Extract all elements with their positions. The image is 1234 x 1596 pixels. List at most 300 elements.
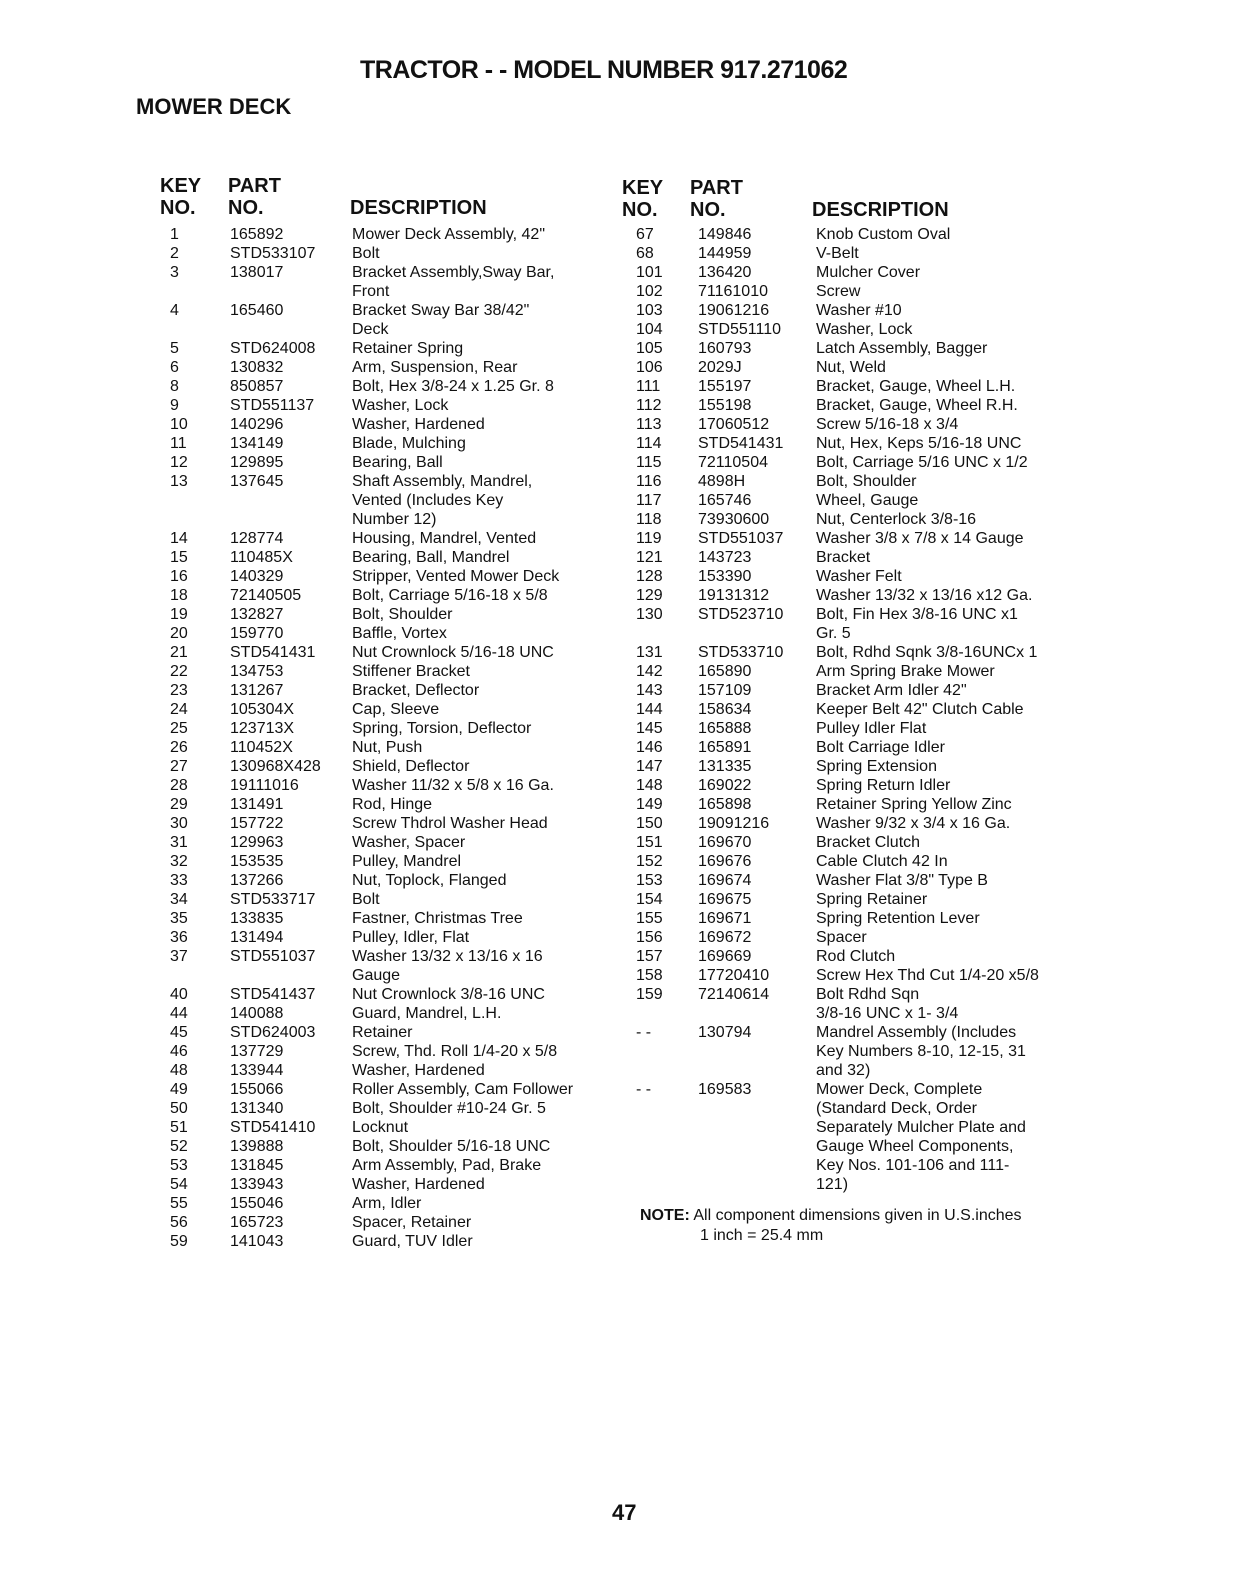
- parts-row: [628, 700, 1088, 719]
- description-line: Bracket: [816, 549, 871, 566]
- part-description: [352, 1118, 408, 1137]
- part-description: [816, 681, 967, 700]
- part-description: [816, 795, 1012, 814]
- key-number: 149: [636, 796, 663, 813]
- part-description: [816, 472, 917, 491]
- part-description: [352, 909, 523, 928]
- key-number: 16: [170, 568, 188, 585]
- description-line: Arm, Suspension, Rear: [352, 359, 518, 376]
- parts-row: [628, 472, 1088, 491]
- description-line: Washer, Hardened: [352, 416, 485, 433]
- parts-row: [160, 434, 620, 453]
- key-number: 37: [170, 948, 188, 965]
- part-description: [352, 1061, 485, 1080]
- description-line: Vented (Includes Key: [352, 492, 504, 509]
- key-number: 27: [170, 758, 188, 775]
- parts-row: [628, 339, 1088, 358]
- description-line: Bracket Assembly,Sway Bar,: [352, 264, 555, 281]
- key-number: 12: [170, 454, 188, 471]
- key-number: - -: [636, 1081, 652, 1098]
- key-number: 143: [636, 682, 663, 699]
- part-description: [816, 358, 886, 377]
- parts-row: [160, 700, 620, 719]
- key-number: 15: [170, 549, 188, 566]
- part-description: [352, 586, 548, 605]
- header-part-line2: NO.: [228, 197, 264, 219]
- part-number: 155198: [698, 397, 752, 414]
- parts-row: [628, 320, 1088, 339]
- parts-row: [628, 358, 1088, 377]
- description-line: Pulley, Mandrel: [352, 853, 462, 870]
- key-number: 21: [170, 644, 188, 661]
- part-description: [816, 909, 980, 928]
- parts-row: [628, 301, 1088, 320]
- parts-row: [628, 757, 1088, 776]
- key-number: 5: [170, 340, 179, 357]
- description-line: Mower Deck, Complete: [816, 1081, 983, 1098]
- key-number: 50: [170, 1100, 188, 1117]
- description-line: Guard, TUV Idler: [352, 1233, 473, 1250]
- part-description: [816, 643, 1037, 662]
- part-number: 131494: [230, 929, 284, 946]
- parts-row: [160, 1099, 620, 1118]
- part-number: STD541431: [698, 435, 784, 452]
- parts-row: [160, 681, 620, 700]
- part-description: [352, 377, 554, 396]
- key-number: 156: [636, 929, 663, 946]
- key-number: 18: [170, 587, 188, 604]
- parts-row: [160, 586, 620, 605]
- description-line: Spring, Torsion, Deflector: [352, 720, 532, 737]
- description-line: Nut, Hex, Keps 5/16-18 UNC: [816, 435, 1022, 452]
- parts-row: [628, 833, 1088, 852]
- parts-row: [160, 928, 620, 947]
- parts-row: [628, 643, 1088, 662]
- part-description: [816, 928, 867, 947]
- key-number: 130: [636, 606, 663, 623]
- part-number: 73930600: [698, 511, 770, 528]
- description-line: Bracket Arm Idler 42": [816, 682, 967, 699]
- key-number: 104: [636, 321, 663, 338]
- part-description: [816, 434, 1021, 453]
- description-line: Housing, Mandrel, Vented: [352, 530, 537, 547]
- key-number: 24: [170, 701, 188, 718]
- parts-row: [160, 415, 620, 434]
- header-key-line1: KEY: [160, 175, 202, 197]
- part-description: [352, 1137, 550, 1156]
- description-line: Cap, Sleeve: [352, 701, 440, 718]
- part-number: STD624008: [230, 340, 316, 357]
- part-description: [352, 738, 422, 757]
- part-description: [816, 548, 870, 567]
- parts-row: [160, 738, 620, 757]
- description-line: Bracket Sway Bar 38/42": [352, 302, 530, 319]
- part-number: 165460: [230, 302, 284, 319]
- part-number: 133835: [230, 910, 284, 927]
- part-number: STD551110: [698, 321, 782, 338]
- parts-row: [160, 1194, 620, 1213]
- key-number: 155: [636, 910, 663, 927]
- part-number: 110452X: [230, 739, 293, 756]
- description-line: Bolt, Shoulder: [352, 606, 453, 623]
- part-number: 138017: [230, 264, 284, 281]
- key-number: 34: [170, 891, 188, 908]
- part-number: 139888: [230, 1138, 284, 1155]
- part-number: 155066: [230, 1081, 284, 1098]
- header-key-line2: NO.: [160, 197, 196, 219]
- key-number: 29: [170, 796, 188, 813]
- part-description: [352, 662, 470, 681]
- part-description: [352, 757, 469, 776]
- description-line: Spacer: [816, 929, 867, 946]
- key-number: 101: [636, 264, 663, 281]
- key-number: 148: [636, 777, 663, 794]
- part-number: 131267: [230, 682, 284, 699]
- part-number: 72110504: [698, 454, 768, 471]
- part-number: 130794: [698, 1024, 752, 1041]
- key-number: 150: [636, 815, 663, 832]
- part-description: [816, 396, 1018, 415]
- description-line: Key Nos. 101-106 and 111-: [816, 1157, 1010, 1174]
- parts-row: [628, 966, 1088, 985]
- part-description: [816, 491, 918, 510]
- description-line: Bracket, Gauge, Wheel L.H.: [816, 378, 1016, 395]
- description-line: Nut Crownlock 3/8-16 UNC: [352, 986, 545, 1003]
- description-line: Washer #10: [816, 302, 902, 319]
- key-number: 30: [170, 815, 188, 832]
- description-line: Washer, Spacer: [352, 834, 466, 851]
- part-number: 144959: [698, 245, 752, 262]
- description-line: (Standard Deck, Order: [816, 1100, 977, 1117]
- parts-row: [628, 377, 1088, 396]
- key-number: 151: [636, 834, 663, 851]
- parts-row: [628, 719, 1088, 738]
- part-number: 169669: [698, 948, 752, 965]
- parts-row: [160, 890, 620, 909]
- key-number: 111: [636, 378, 661, 395]
- part-description: [352, 1213, 471, 1232]
- description-line: V-Belt: [816, 245, 859, 262]
- header-key-line1: KEY: [622, 177, 664, 199]
- key-number: 36: [170, 929, 188, 946]
- part-number: 159770: [230, 625, 284, 642]
- header-description-right: DESCRIPTION: [812, 199, 949, 221]
- description-line: Retainer Spring: [352, 340, 464, 357]
- description-line: Front: [352, 283, 390, 300]
- description-line: Nut Crownlock 5/16-18 UNC: [352, 644, 554, 661]
- part-number: 169022: [698, 777, 752, 794]
- key-number: 23: [170, 682, 188, 699]
- key-number: 55: [170, 1195, 188, 1212]
- parts-row: [160, 1232, 620, 1251]
- part-number: 136420: [698, 264, 752, 281]
- part-number: 158634: [698, 701, 752, 718]
- part-number: 130832: [230, 359, 284, 376]
- description-line: Screw Thdrol Washer Head: [352, 815, 548, 832]
- part-description: [816, 833, 920, 852]
- part-description: [352, 472, 532, 529]
- key-number: 117: [636, 492, 662, 509]
- parts-row: [160, 605, 620, 624]
- part-number: 850857: [230, 378, 284, 395]
- description-line: Mandrel Assembly (Includes: [816, 1024, 1017, 1041]
- key-number: 121: [636, 549, 663, 566]
- key-number: 35: [170, 910, 188, 927]
- part-description: [816, 776, 950, 795]
- parts-row: [628, 491, 1088, 510]
- parts-row: [160, 358, 620, 377]
- part-number: 165746: [698, 492, 752, 509]
- key-number: 113: [636, 416, 662, 433]
- part-description: [352, 1004, 501, 1023]
- parts-row: [160, 1061, 620, 1080]
- parts-row: [628, 567, 1088, 586]
- part-number: 71161010: [698, 283, 768, 300]
- part-number: STD541437: [230, 986, 316, 1003]
- part-number: 4898H: [698, 473, 746, 490]
- part-number: 165892: [230, 226, 284, 243]
- section-title: MOWER DECK: [136, 94, 292, 119]
- key-number: 48: [170, 1062, 188, 1079]
- description-line: Screw: [816, 283, 861, 300]
- description-line: Nut, Centerlock 3/8-16: [816, 511, 977, 528]
- part-number: 131845: [230, 1157, 284, 1174]
- parts-row: [160, 795, 620, 814]
- header-key-line2: NO.: [622, 199, 658, 221]
- key-number: 118: [636, 511, 662, 528]
- description-line: Baffle, Vortex: [352, 625, 447, 642]
- description-line: Washer, Lock: [816, 321, 913, 338]
- key-number: 105: [636, 340, 663, 357]
- description-line: Bearing, Ball: [352, 454, 443, 471]
- part-description: [352, 1042, 557, 1061]
- parts-row: [628, 852, 1088, 871]
- part-description: [816, 1080, 1026, 1194]
- key-number: 106: [636, 359, 663, 376]
- part-number: STD551137: [230, 397, 315, 414]
- parts-row: [628, 1023, 1088, 1080]
- description-line: Fastner, Christmas Tree: [352, 910, 523, 927]
- part-description: [816, 985, 958, 1023]
- parts-row: [628, 814, 1088, 833]
- key-number: 129: [636, 587, 663, 604]
- key-number: 10: [170, 416, 188, 433]
- key-number: 114: [636, 435, 662, 452]
- description-line: Washer, Hardened: [352, 1176, 485, 1193]
- key-number: 9: [170, 397, 179, 414]
- description-line: Spring Retainer: [816, 891, 928, 908]
- description-line: Spacer, Retainer: [352, 1214, 472, 1231]
- part-description: [352, 852, 461, 871]
- part-description: [352, 1232, 473, 1251]
- description-line: and 32): [816, 1062, 871, 1079]
- description-line: Bolt, Carriage 5/16 UNC x 1/2: [816, 454, 1028, 471]
- parts-row: [160, 1080, 620, 1099]
- part-number: 169672: [698, 929, 752, 946]
- parts-row: [628, 548, 1088, 567]
- part-number: 165891: [698, 739, 752, 756]
- key-number: 53: [170, 1157, 188, 1174]
- parts-row: [160, 377, 620, 396]
- part-number: 137266: [230, 872, 284, 889]
- part-number: 157109: [698, 682, 752, 699]
- part-description: [352, 833, 465, 852]
- part-description: [816, 282, 860, 301]
- description-line: Gauge: [352, 967, 401, 984]
- description-line: Pulley Idler Flat: [816, 720, 927, 737]
- key-number: 3: [170, 264, 179, 281]
- key-number: 19: [170, 606, 188, 623]
- part-description: [816, 890, 927, 909]
- key-number: 59: [170, 1233, 188, 1250]
- description-line: Bolt, Shoulder #10-24 Gr. 5: [352, 1100, 546, 1117]
- parts-row: [160, 719, 620, 738]
- part-description: [816, 415, 958, 434]
- part-description: [352, 1080, 573, 1099]
- key-number: 8: [170, 378, 179, 395]
- part-number: 165898: [698, 796, 752, 813]
- part-description: [816, 567, 902, 586]
- parts-row: [628, 282, 1088, 301]
- part-description: [352, 358, 517, 377]
- part-description: [352, 1099, 546, 1118]
- key-number: 52: [170, 1138, 188, 1155]
- key-number: - -: [636, 1024, 652, 1041]
- part-number: 19111016: [230, 777, 299, 794]
- parts-row: [160, 1213, 620, 1232]
- part-number: 157722: [230, 815, 284, 832]
- part-number: 128774: [230, 530, 284, 547]
- description-line: Spring Return Idler: [816, 777, 951, 794]
- part-number: 153390: [698, 568, 752, 585]
- key-number: 131: [636, 644, 663, 661]
- part-description: [352, 225, 545, 244]
- parts-row: [628, 453, 1088, 472]
- part-number: 123713X: [230, 720, 295, 737]
- description-line: Washer, Lock: [352, 397, 449, 414]
- parts-row: [160, 1042, 620, 1061]
- header-key-right: [622, 177, 663, 221]
- description-line: Bolt Rdhd Sqn: [816, 986, 920, 1003]
- key-number: 56: [170, 1214, 188, 1231]
- description-line: Nut, Weld: [816, 359, 886, 376]
- description-line: Bracket, Gauge, Wheel R.H.: [816, 397, 1018, 414]
- description-line: Separately Mulcher Plate and: [816, 1119, 1026, 1136]
- description-line: Bolt, Rdhd Sqnk 3/8-16UNCx 1: [816, 644, 1038, 661]
- part-description: [352, 947, 543, 985]
- key-number: 54: [170, 1176, 188, 1193]
- parts-row: [160, 529, 620, 548]
- part-number: 72140614: [698, 986, 770, 1003]
- description-line: Cable Clutch 42 In: [816, 853, 948, 870]
- header-part-line1: PART: [690, 177, 743, 199]
- part-description: [816, 263, 920, 282]
- parts-row: [628, 681, 1088, 700]
- key-number: 157: [636, 948, 663, 965]
- key-number: 11: [170, 435, 187, 452]
- key-number: 147: [636, 758, 663, 775]
- parts-row: [160, 301, 620, 339]
- header-key-left: [160, 175, 201, 219]
- description-line: Spring Retention Lever: [816, 910, 980, 927]
- parts-row: [160, 1023, 620, 1042]
- key-number: 68: [636, 245, 654, 262]
- parts-row: [160, 567, 620, 586]
- key-number: 2: [170, 245, 179, 262]
- description-line: Bearing, Ball, Mandrel: [352, 549, 510, 566]
- description-line: Bolt, Hex 3/8-24 x 1.25 Gr. 8: [352, 378, 554, 395]
- part-number: 105304X: [230, 701, 295, 718]
- description-line: Washer 3/8 x 7/8 x 14 Gauge: [816, 530, 1024, 547]
- part-description: [352, 776, 554, 795]
- key-number: 158: [636, 967, 663, 984]
- key-number: 128: [636, 568, 663, 585]
- description-line: Washer, Hardened: [352, 1062, 485, 1079]
- part-description: [352, 795, 432, 814]
- header-part-line1: PART: [228, 175, 281, 197]
- part-number: 165888: [698, 720, 752, 737]
- part-number: 169674: [698, 872, 752, 889]
- key-number: 4: [170, 302, 179, 319]
- description-line: Knob Custom Oval: [816, 226, 951, 243]
- parts-row: [160, 643, 620, 662]
- description-line: Washer 13/32 x 13/16 x12 Ga.: [816, 587, 1033, 604]
- description-line: Mower Deck Assembly, 42": [352, 226, 545, 243]
- part-description: [816, 814, 1010, 833]
- part-description: [352, 567, 559, 586]
- part-number: 141043: [230, 1233, 284, 1250]
- part-description: [352, 643, 554, 662]
- parts-row: [628, 396, 1088, 415]
- part-description: [816, 529, 1024, 548]
- key-number: 25: [170, 720, 188, 737]
- key-number: 45: [170, 1024, 188, 1041]
- part-number: 169670: [698, 834, 752, 851]
- part-number: STD523710: [698, 606, 784, 623]
- key-number: 51: [170, 1119, 188, 1136]
- description-line: Keeper Belt 42" Clutch Cable: [816, 701, 1024, 718]
- part-description: [816, 700, 1024, 719]
- description-line: 121): [816, 1176, 849, 1193]
- key-number: 116: [636, 473, 662, 490]
- part-number: STD533107: [230, 245, 316, 262]
- description-line: 3/8-16 UNC x 1- 3/4: [816, 1005, 959, 1022]
- parts-row: [628, 662, 1088, 681]
- part-number: 17060512: [698, 416, 770, 433]
- parts-row: [160, 244, 620, 263]
- key-number: 154: [636, 891, 663, 908]
- parts-list-right: [628, 225, 1088, 1194]
- part-description: [816, 605, 1018, 643]
- part-description: [352, 1194, 421, 1213]
- key-number: 31: [170, 834, 188, 851]
- part-number: 131335: [698, 758, 752, 775]
- part-number: STD533710: [698, 644, 784, 661]
- parts-row: [160, 814, 620, 833]
- part-number: 169583: [698, 1081, 752, 1098]
- description-line: Bolt: [352, 891, 380, 908]
- description-line: Deck: [352, 321, 389, 338]
- description-line: Mulcher Cover: [816, 264, 921, 281]
- description-line: Bracket Clutch: [816, 834, 921, 851]
- parts-row: [628, 890, 1088, 909]
- page-number: 47: [612, 1500, 637, 1525]
- part-number: 165890: [698, 663, 752, 680]
- key-number: 103: [636, 302, 663, 319]
- note-line2: 1 inch = 25.4 mm: [700, 1227, 824, 1244]
- parts-row: [628, 263, 1088, 282]
- note-line1: All component dimensions given in U.S.inches: [693, 1207, 1022, 1224]
